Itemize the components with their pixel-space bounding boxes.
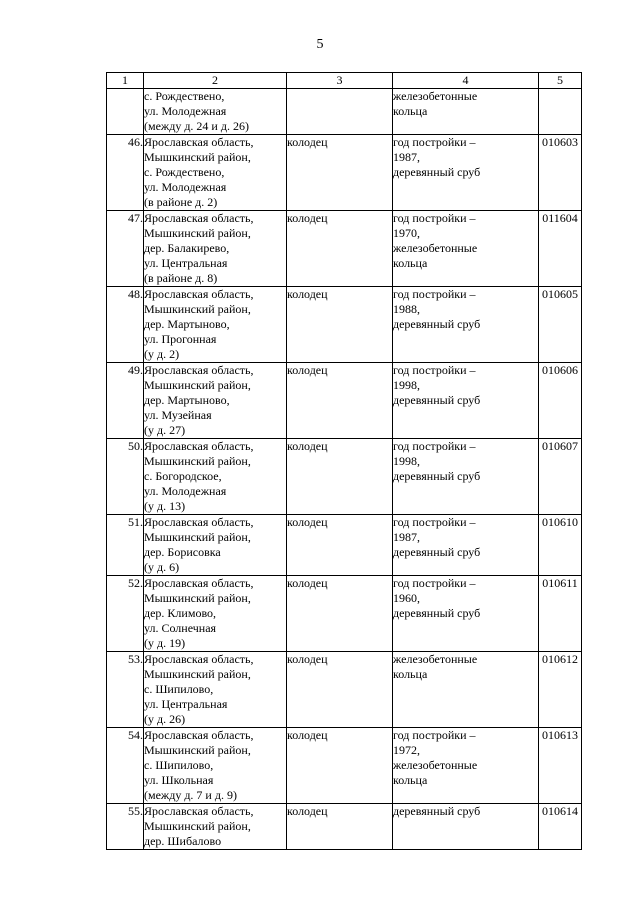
object-type-cell [287,89,393,135]
object-type-cell: колодец [287,439,393,515]
inventory-code-cell: 010603 [539,135,582,211]
row-number: 49. [107,363,144,439]
address-line: ул. Центральная [144,697,228,711]
column-header-2: 2 [144,73,287,89]
address-line: с. Рождествено, [144,165,225,179]
description-line: год постройки – [393,728,476,742]
description-cell [393,89,539,135]
address-line: Ярославская область, [144,652,254,666]
address-cell [144,211,287,287]
description-cell [393,439,539,515]
table-row [107,89,582,135]
table-row [107,135,582,211]
address-line: Ярославская область, [144,439,254,453]
object-type-cell: колодец [287,363,393,439]
inventory-code-cell [539,89,582,135]
description-line: год постройки – [393,515,476,529]
row-number: 53. [107,652,144,728]
description-cell [393,652,539,728]
description-line: деревянный сруб [393,469,481,483]
address-line: дер. Балакирево, [144,241,230,255]
description-line: железобетонные [393,758,478,772]
table-row [107,728,582,804]
object-type-cell: колодец [287,576,393,652]
address-line: Ярославская область, [144,135,254,149]
description-cell [393,363,539,439]
description-line: год постройки – [393,363,476,377]
table-row [107,652,582,728]
object-type-cell: колодец [287,728,393,804]
address-line: Мышкинский район, [144,378,251,392]
column-header-5: 5 [539,73,582,89]
description-line: деревянный сруб [393,804,481,818]
inventory-code-cell: 010610 [539,515,582,576]
address-cell [144,728,287,804]
description-cell [393,804,539,850]
address-line: дер. Климово, [144,606,217,620]
address-line: дер. Борисовка [144,545,221,559]
address-line: (у д. 13) [144,499,186,513]
row-number: 52. [107,576,144,652]
address-line: ул. Молодежная [144,180,227,194]
row-number: 46. [107,135,144,211]
address-cell [144,287,287,363]
address-line: с. Рождествено, [144,89,225,103]
address-line: (у д. 6) [144,560,180,574]
description-line: год постройки – [393,439,476,453]
object-type-cell: колодец [287,652,393,728]
address-line: (у д. 2) [144,347,180,361]
row-number: 55. [107,804,144,850]
row-number: 48. [107,287,144,363]
description-cell [393,576,539,652]
row-number: 47. [107,211,144,287]
address-cell [144,515,287,576]
object-type-cell: колодец [287,804,393,850]
row-number [107,89,144,135]
description-line: кольца [393,667,428,681]
wells-registry-table [106,72,582,850]
object-type-cell: колодец [287,211,393,287]
address-line: Мышкинский район, [144,819,251,833]
object-type-cell: колодец [287,135,393,211]
address-line: ул. Прогонная [144,332,217,346]
address-line: ул. Молодежная [144,104,227,118]
description-line: 1987, [393,150,420,164]
address-line: (у д. 19) [144,636,186,650]
address-line: с. Богородское, [144,469,222,483]
inventory-code-cell: 010605 [539,287,582,363]
inventory-code-cell: 010606 [539,363,582,439]
table-row [107,287,582,363]
description-line: год постройки – [393,211,476,225]
address-cell [144,89,287,135]
address-line: Мышкинский район, [144,302,251,316]
row-number: 51. [107,515,144,576]
address-line: с. Шипилово, [144,682,214,696]
table-row [107,804,582,850]
description-line: 1960, [393,591,420,605]
address-line: Мышкинский район, [144,454,251,468]
description-cell [393,135,539,211]
address-line: Мышкинский район, [144,591,251,605]
inventory-code-cell: 011604 [539,211,582,287]
table-row [107,576,582,652]
address-cell [144,135,287,211]
address-line: Мышкинский район, [144,150,251,164]
table-row [107,515,582,576]
address-line: Ярославская область, [144,576,254,590]
description-cell [393,211,539,287]
row-number: 54. [107,728,144,804]
address-cell [144,439,287,515]
address-line: (у д. 27) [144,423,186,437]
address-line: ул. Музейная [144,408,212,422]
header-row [107,73,582,89]
inventory-code-cell: 010612 [539,652,582,728]
description-line: деревянный сруб [393,393,481,407]
inventory-code-cell: 010611 [539,576,582,652]
description-line: железобетонные [393,652,478,666]
description-line: 1998, [393,454,420,468]
description-line: кольца [393,773,428,787]
description-line: 1970, [393,226,420,240]
address-line: Ярославская область, [144,728,254,742]
description-line: железобетонные [393,241,478,255]
address-line: Ярославская область, [144,363,254,377]
address-line: ул. Центральная [144,256,228,270]
description-cell [393,728,539,804]
address-line: с. Шипилово, [144,758,214,772]
address-line: Мышкинский район, [144,743,251,757]
address-line: ул. Солнечная [144,621,217,635]
table-body [107,89,582,850]
object-type-cell: колодец [287,287,393,363]
column-header-4: 4 [393,73,539,89]
description-cell [393,287,539,363]
address-cell [144,576,287,652]
page-number: 5 [316,37,324,52]
description-line: год постройки – [393,287,476,301]
address-line: Мышкинский район, [144,226,251,240]
address-cell [144,363,287,439]
table-row [107,439,582,515]
description-line: деревянный сруб [393,317,481,331]
description-line: год постройки – [393,576,476,590]
address-line: (между д. 7 и д. 9) [144,788,237,802]
column-header-3: 3 [287,73,393,89]
description-line: 1988, [393,302,420,316]
description-line: кольца [393,104,428,118]
address-line: дер. Мартыново, [144,393,230,407]
description-line: 1987, [393,530,420,544]
address-cell [144,652,287,728]
description-line: 1972, [393,743,420,757]
address-line: Ярославская область, [144,804,254,818]
address-line: (в районе д. 2) [144,195,218,209]
address-line: Ярославская область, [144,287,254,301]
address-cell [144,804,287,850]
address-line: (у д. 26) [144,712,186,726]
address-line: (между д. 24 и д. 26) [144,119,249,133]
inventory-code-cell: 010614 [539,804,582,850]
column-header-1: 1 [107,73,144,89]
object-type-cell: колодец [287,515,393,576]
address-line: дер. Мартыново, [144,317,230,331]
address-line: ул. Школьная [144,773,214,787]
description-line: деревянный сруб [393,606,481,620]
address-line: (в районе д. 8) [144,271,218,285]
description-line: 1998, [393,378,420,392]
inventory-code-cell: 010613 [539,728,582,804]
address-line: Ярославская область, [144,211,254,225]
description-line: железобетонные [393,89,478,103]
address-line: Мышкинский район, [144,667,251,681]
table-header [107,73,582,89]
address-line: дер. Шибалово [144,834,222,848]
table-row [107,363,582,439]
description-line: кольца [393,256,428,270]
address-line: ул. Молодежная [144,484,227,498]
description-line: деревянный сруб [393,165,481,179]
table-row [107,211,582,287]
address-line: Ярославская область, [144,515,254,529]
inventory-code-cell: 010607 [539,439,582,515]
address-line: Мышкинский район, [144,530,251,544]
description-cell [393,515,539,576]
row-number: 50. [107,439,144,515]
description-line: год постройки – [393,135,476,149]
description-line: деревянный сруб [393,545,481,559]
